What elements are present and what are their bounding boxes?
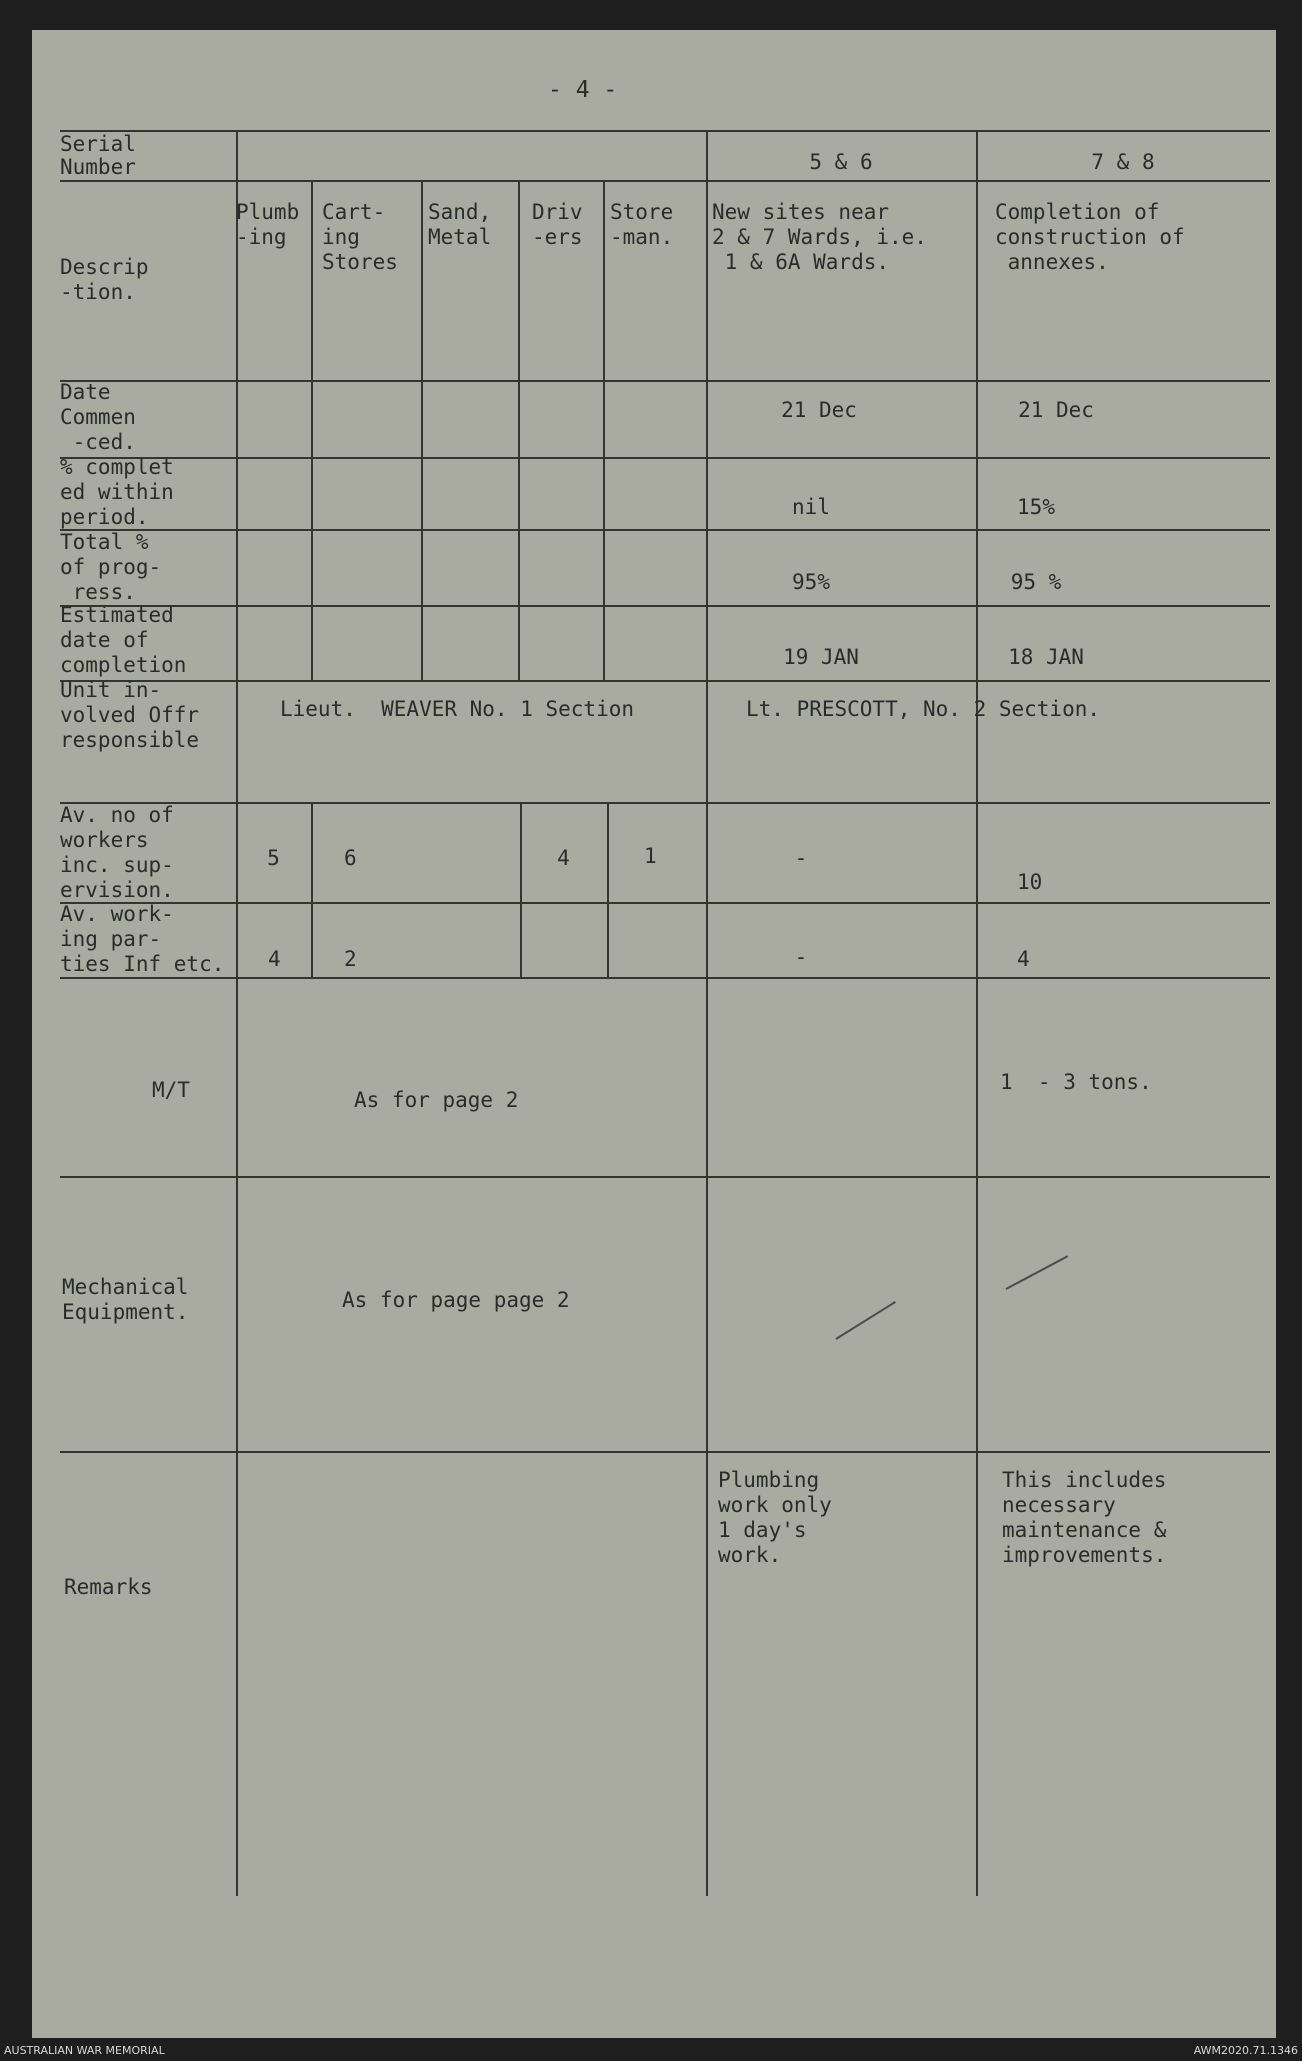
parties-col56: -: [794, 945, 808, 969]
desc-plumbing: Plumb -ing: [236, 200, 300, 249]
footer-catalogue-id: AWM2020.71.1346: [1193, 2044, 1298, 2057]
col-rule-store-lower: [607, 803, 609, 978]
pct-within-56: nil: [792, 495, 830, 519]
rule-est: [60, 680, 1270, 682]
rule-workers: [60, 902, 1270, 904]
total-pct-56: 95%: [792, 570, 830, 594]
label-mechanical-equipment: Mechanical Equipment.: [62, 1275, 189, 1324]
rule-total: [60, 605, 1270, 607]
total-pct-78: 95 %: [1010, 570, 1062, 594]
mt-left: As for page 2: [354, 1088, 519, 1112]
rule-parties: [60, 977, 1270, 979]
date-commenced-56: 21 Dec: [781, 398, 857, 422]
mech-left: As for page page 2: [342, 1288, 570, 1312]
workers-drivers: 4: [557, 846, 570, 870]
col-rule-cart: [421, 181, 423, 681]
label-remarks: Remarks: [64, 1575, 153, 1599]
desc-storeman: Store -man.: [610, 200, 674, 249]
est-completion-78: 18 JAN: [1008, 645, 1084, 669]
rule-mt: [60, 1176, 1270, 1178]
label-mt: M/T: [152, 1078, 190, 1102]
col-rule-plumb-lower: [311, 803, 313, 978]
rule-serial: [60, 180, 1270, 182]
col-rule-56: [706, 131, 708, 1896]
rule-desc: [60, 380, 1270, 382]
footer-archive-name: AUSTRALIAN WAR MEMORIAL: [4, 2044, 165, 2057]
label-workers: Av. no of workers inc. sup- ervision.: [60, 803, 174, 902]
rule-unit: [60, 802, 1270, 804]
label-working-parties: Av. work- ing par- ties Inf etc.: [60, 902, 225, 976]
label-serial-number: Serial Number: [60, 132, 136, 179]
parties-carting: 2: [344, 947, 357, 971]
remarks-col56: Plumbing work only 1 day's work.: [718, 1468, 832, 1567]
mt-col78: 1 - 3 tons.: [1000, 1070, 1152, 1094]
col-rule-driv: [603, 181, 605, 681]
workers-carting: 6: [344, 846, 357, 870]
desc-col78: Completion of construction of annexes.: [995, 200, 1185, 274]
desc-sand-metal: Sand, Metal: [428, 200, 492, 249]
page-number: - 4 -: [548, 77, 618, 103]
date-commenced-78: 21 Dec: [1018, 398, 1094, 422]
label-total-pct: Total % of prog- ress.: [60, 530, 162, 604]
serial-78: 7 & 8: [1091, 150, 1155, 174]
rule-date: [60, 457, 1270, 459]
col-rule-driv-lower: [520, 803, 522, 978]
workers-plumbing: 5: [267, 846, 280, 870]
label-date-commenced: Date Commen -ced.: [60, 380, 136, 454]
unit-left: Lieut. WEAVER No. 1 Section: [280, 697, 635, 721]
workers-col56: -: [794, 846, 808, 870]
document-page: [32, 30, 1276, 2038]
parties-col78: 4: [1017, 947, 1030, 971]
est-completion-56: 19 JAN: [783, 645, 859, 669]
pct-within-78: 15%: [1017, 495, 1055, 519]
rule-pct: [60, 529, 1270, 531]
desc-carting: Cart- ing Stores: [322, 200, 398, 274]
label-description: Descrip -tion.: [60, 255, 149, 304]
label-pct-within: % complet ed within period.: [60, 455, 174, 529]
unit-right: Lt. PRESCOTT, No. 2 Section.: [746, 697, 1101, 721]
desc-drivers: Driv -ers: [532, 200, 583, 249]
rule-mech: [60, 1451, 1270, 1453]
parties-plumbing: 4: [268, 947, 281, 971]
desc-col56: New sites near 2 & 7 Wards, i.e. 1 & 6A Wards.: [712, 200, 927, 274]
label-est-completion: Estimated date of completion: [60, 603, 187, 677]
workers-col78: 10: [1017, 870, 1043, 894]
col-rule-78: [976, 131, 978, 1896]
col-rule-sand: [518, 181, 520, 681]
rule-top: [60, 130, 1270, 132]
col-rule-plumb: [311, 181, 313, 681]
remarks-col78: This includes necessary maintenance & improvements.: [1002, 1468, 1167, 1567]
col-rule-labels: [236, 131, 238, 1896]
serial-56: 5 & 6: [809, 150, 873, 174]
label-unit-involved: Unit in- volved Offr responsible: [60, 678, 200, 752]
workers-storeman: 1: [644, 844, 657, 868]
